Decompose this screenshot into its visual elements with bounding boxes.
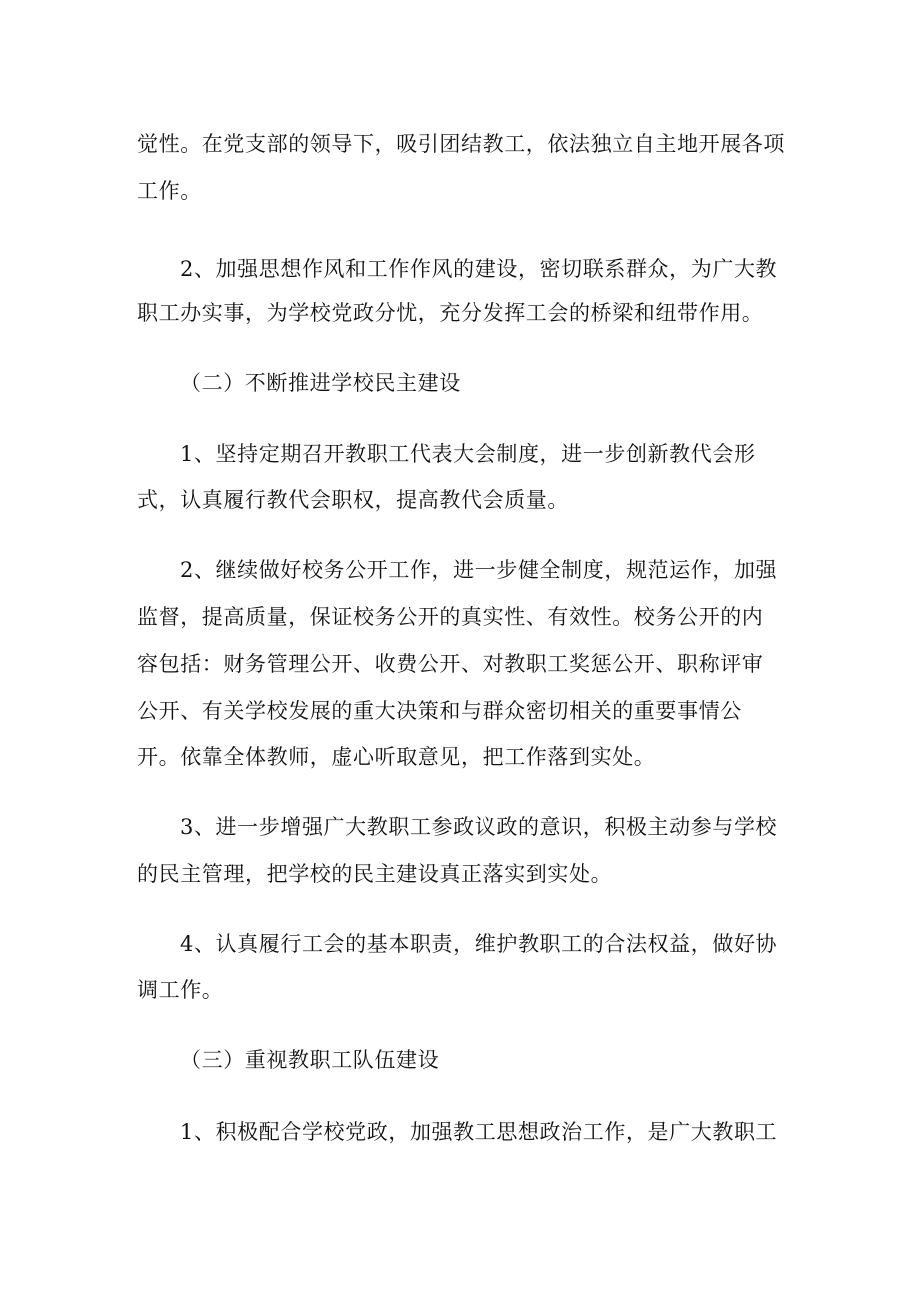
- paragraph-line: 公开、有关学校发展的重大决策和与群众密切相关的重要事情公: [137, 699, 742, 723]
- paragraph-line: 调工作。: [137, 978, 224, 1002]
- paragraph-line: 工作。: [137, 179, 202, 203]
- paragraph-line: 式，认真履行教代会职权，提高教代会质量。: [137, 488, 569, 512]
- paragraph-line: 3、进一步增强广大教职工参政议政的意识，积极主动参与学校: [180, 815, 778, 839]
- paragraph-line: 容包括：财务管理公开、收费公开、对教职工奖惩公开、职称评审: [137, 652, 764, 676]
- paragraph-line: 1、积极配合学校党政，加强教工思想政治工作，是广大教职工: [180, 1120, 778, 1144]
- section-heading: （二）不断推进学校民主建设: [180, 371, 461, 395]
- paragraph-line: 2、加强思想作风和工作作风的建设，密切联系群众，为广大教: [180, 257, 778, 281]
- paragraph-line: 开。依靠全体教师，虚心听取意见，把工作落到实处。: [137, 745, 656, 769]
- paragraph-line: 监督，提高质量，保证校务公开的真实性、有效性。校务公开的内: [137, 605, 764, 629]
- paragraph-line: 2、继续做好校务公开工作，进一步健全制度，规范运作，加强: [180, 558, 778, 582]
- paragraph-line: 职工办实事，为学校党政分忧，充分发挥工会的桥梁和纽带作用。: [137, 301, 764, 325]
- paragraph-line: 1、坚持定期召开教职工代表大会制度，进一步创新教代会形: [180, 442, 756, 466]
- section-heading: （三）重视教职工队伍建设: [180, 1048, 440, 1072]
- paragraph-line: 觉性。在党支部的领导下，吸引团结教工，依法独立自主地开展各项: [137, 132, 785, 156]
- paragraph-line: 的民主管理，把学校的民主建设真正落实到实处。: [137, 862, 613, 886]
- paragraph-line: 4、认真履行工会的基本职责，维护教职工的合法权益，做好协: [180, 932, 778, 956]
